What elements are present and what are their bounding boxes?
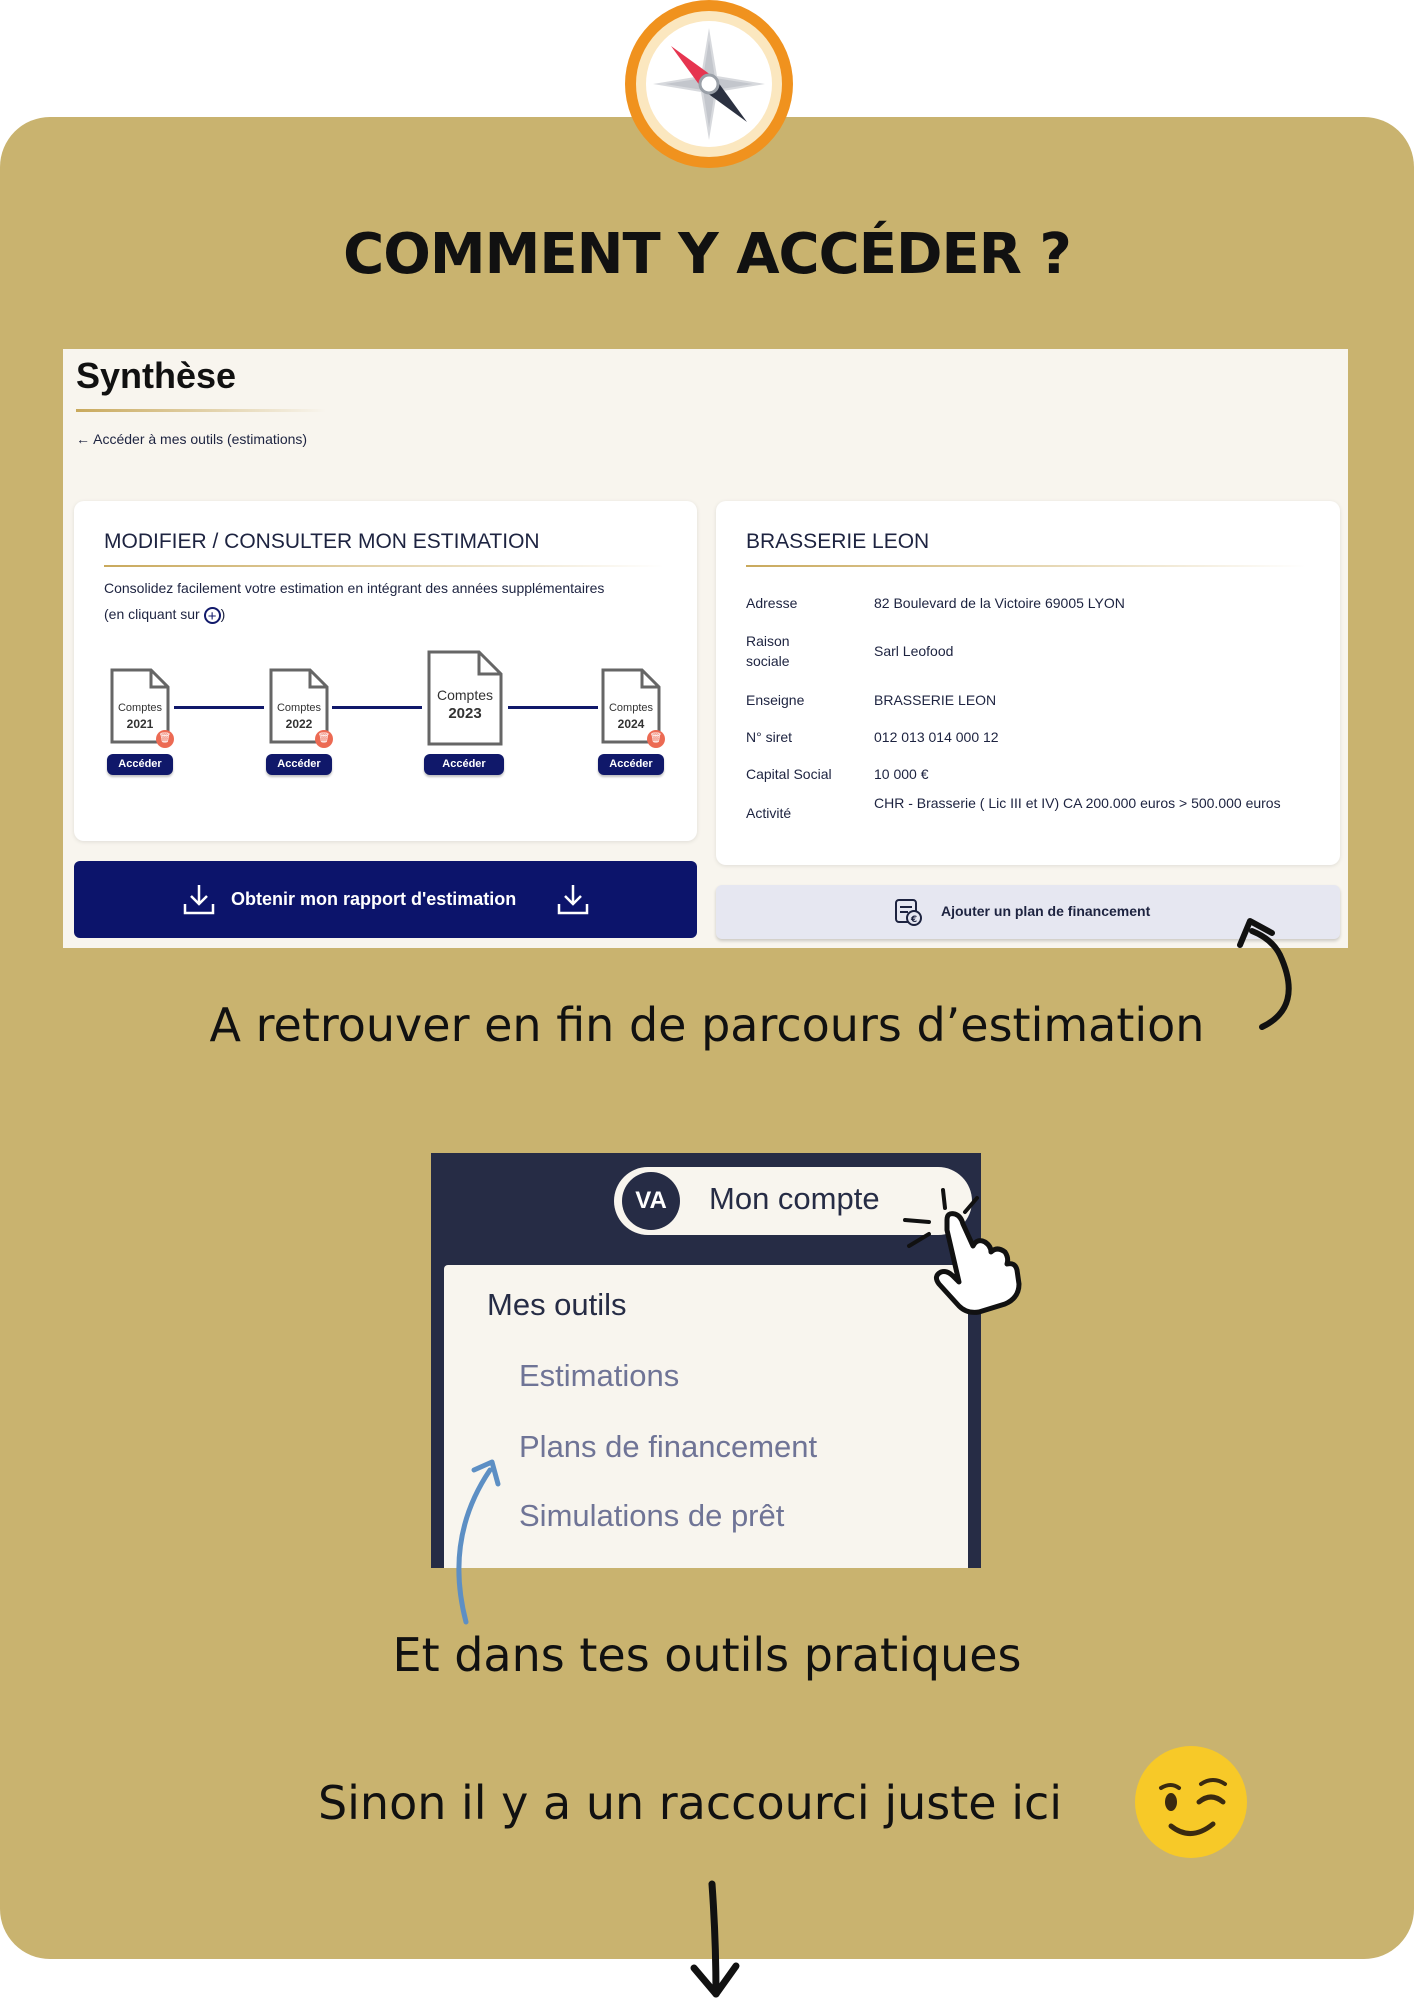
arrow-left-icon: ←: [76, 431, 90, 447]
access-2022-button[interactable]: Accéder: [266, 754, 332, 775]
estimation-card-title: MODIFIER / CONSULTER MON ESTIMATION: [104, 530, 540, 553]
curved-arrow-icon: [448, 1448, 518, 1628]
company-row-raison-sociale: [716, 631, 1340, 671]
company-card-title: BRASSERIE LEON: [746, 530, 930, 553]
company-row-activite: [716, 793, 1340, 837]
svg-text:€: €: [910, 915, 918, 925]
row-key: Adresse: [746, 595, 798, 611]
get-report-button[interactable]: [74, 861, 697, 938]
company-row-siret: [716, 727, 1340, 747]
row-value: BRASSERIE LEON: [874, 692, 997, 708]
menu-section-title: Mes outils: [487, 1287, 627, 1322]
compass-icon: [625, 0, 793, 168]
account-label: Mon compte: [709, 1181, 880, 1216]
company-row-capital: [716, 764, 1340, 784]
row-value: 012 013 014 000 12: [874, 729, 999, 745]
add-financing-plan-label: Ajouter un plan de financement: [941, 903, 1151, 919]
document-label: Comptes: [117, 702, 163, 714]
trash-icon[interactable]: 🗑: [156, 730, 174, 748]
row-key: N° siret: [746, 729, 793, 745]
timeline-line: [332, 706, 422, 709]
timeline-line: [174, 706, 264, 709]
get-report-label: Obtenir mon rapport d'estimation: [231, 889, 517, 909]
estimation-card: [74, 501, 697, 841]
row-value: 82 Boulevard de la Victoire 69005 LYON: [874, 595, 1125, 611]
document-2021[interactable]: [109, 667, 171, 745]
tools-menu: [444, 1265, 968, 1568]
access-2023-button[interactable]: Accéder: [424, 754, 504, 775]
page-title: Synthèse: [76, 355, 237, 396]
timeline-line: [508, 706, 598, 709]
download-icon: [556, 882, 590, 916]
back-link[interactable]: [76, 431, 307, 447]
document-2024[interactable]: [600, 667, 662, 745]
download-icon: [182, 882, 216, 916]
document-label: Comptes: [436, 687, 494, 703]
caption-shortcut: Sinon il y a un raccourci juste ici: [317, 1776, 1063, 1830]
document-year: 2021: [126, 717, 154, 731]
description-line-1: Consolidez facilement votre estimation en intégrant des années supplémentaires: [104, 580, 605, 596]
winking-face-icon: [1133, 1744, 1249, 1860]
access-2024-button[interactable]: Accéder: [598, 754, 664, 775]
add-year-icon: +: [204, 607, 221, 624]
menu-item-financing-plans[interactable]: Plans de financement: [519, 1429, 818, 1464]
card-underline: [746, 565, 1306, 567]
description-line-2: [104, 601, 684, 627]
document-label: Comptes: [608, 702, 654, 714]
row-key: Activité: [746, 805, 792, 821]
description-suffix: ): [220, 606, 226, 622]
trash-icon[interactable]: 🗑: [315, 730, 333, 748]
back-link-label: Accéder à mes outils (estimations): [93, 431, 308, 447]
estimation-description: [104, 575, 684, 627]
synthese-screenshot: [63, 349, 1348, 948]
menu-item-loan-simulations[interactable]: Simulations de prêt: [519, 1498, 785, 1533]
document-label: Comptes: [276, 702, 322, 714]
finance-plan-icon: [893, 897, 923, 927]
document-year: 2023: [448, 705, 482, 722]
title-underline: [76, 409, 326, 412]
down-arrow-icon: [686, 1880, 746, 2000]
page-headline: COMMENT Y ACCÉDER ?: [343, 222, 1071, 287]
row-value: 10 000 €: [874, 766, 929, 782]
caption-practical-tools: Et dans tes outils pratiques: [392, 1628, 1022, 1682]
row-value: Sarl Leofood: [874, 643, 954, 659]
document-2022[interactable]: [268, 667, 330, 745]
access-2021-button[interactable]: Accéder: [107, 754, 173, 775]
row-key: Enseigne: [746, 692, 805, 708]
pointer-hand-icon: [895, 1180, 1035, 1320]
avatar: VA: [622, 1172, 680, 1230]
company-card: [716, 501, 1340, 865]
caption-end-of-estimation: A retrouver en fin de parcours d’estimation: [209, 998, 1205, 1052]
trash-icon[interactable]: 🗑: [647, 730, 665, 748]
row-key: Capital Social: [746, 766, 832, 782]
menu-item-estimations[interactable]: Estimations: [519, 1358, 680, 1393]
card-underline: [104, 565, 664, 567]
row-key: Raison sociale: [746, 633, 790, 669]
company-row-address: [716, 593, 1340, 613]
document-year: 2022: [285, 717, 313, 731]
document-2023[interactable]: [426, 649, 504, 747]
company-row-enseigne: [716, 690, 1340, 710]
document-year: 2024: [617, 717, 645, 731]
description-prefix: (en cliquant sur: [104, 606, 200, 622]
row-value: CHR - Brasserie ( Lic III et IV) CA 200.000 euros > 500.000 euros: [874, 795, 1281, 811]
